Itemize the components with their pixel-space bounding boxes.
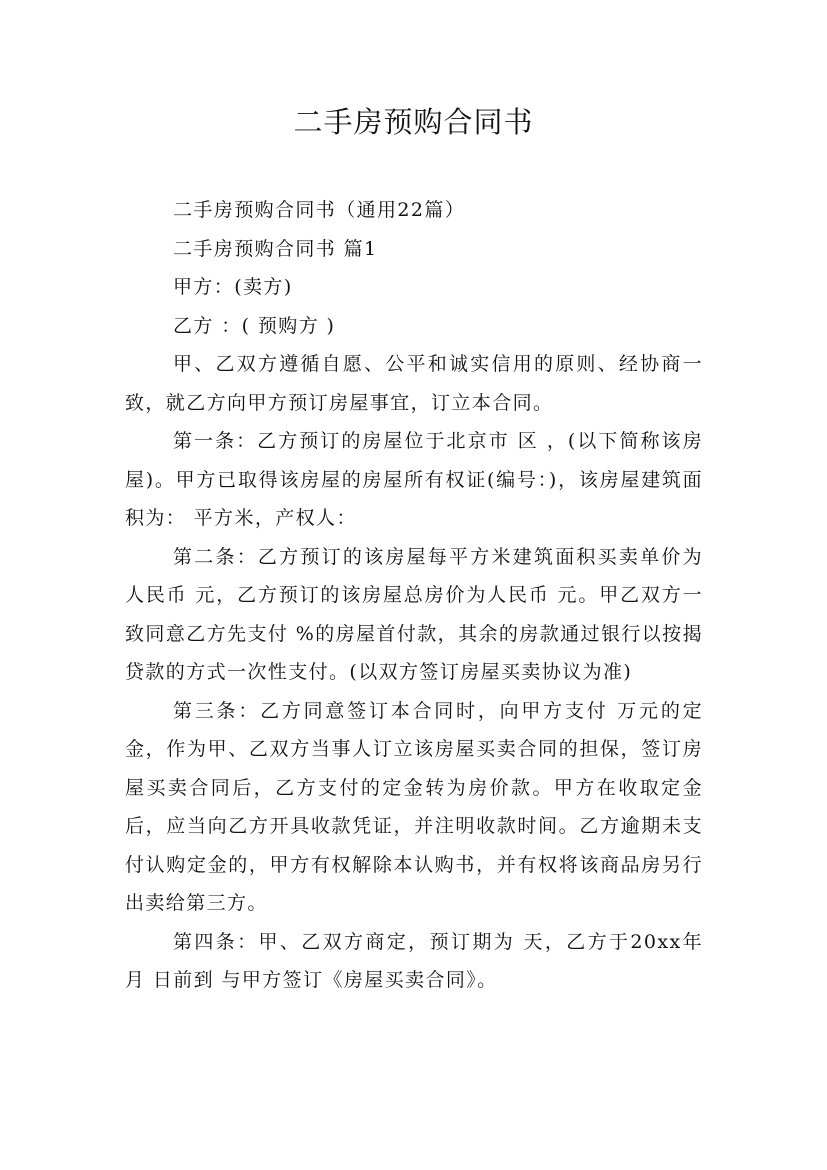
paragraph-article-4: 第四条：甲、乙双方商定，预订期为 天，乙方于20xx年 月 日前到 与甲方签订《房屋买卖合同》。	[125, 930, 703, 991]
paragraph-party-a: 甲方：(卖方)	[173, 276, 293, 298]
page-title: 二手房预购合同书	[293, 105, 534, 139]
paragraph-article-3: 第三条：乙方同意签订本合同时，向甲方支付 万元的定金，作为甲、乙双方当事人订立该房屋买卖合同的担保，签订房屋买卖合同后，乙方支付的定金转为房价款。甲方在收取定金后，应当向乙方开具收款凭证，并注明收款时间。乙方逾期未支付认购定金的，甲方有权解除本认购书，并有权将该商品房另行出卖给第三方。	[125, 699, 703, 914]
document-body	[125, 191, 703, 1000]
paragraph-preamble: 甲、乙双方遵循自愿、公平和诚实信用的原则、经协商一致，就乙方向甲方预订房屋事宜，订立本合同。	[125, 353, 703, 414]
paragraph-article-2: 第二条：乙方预订的该房屋每平方米建筑面积买卖单价为人民币 元，乙方预订的该房屋总房价为人民币 元。甲乙双方一致同意乙方先支付 %的房屋首付款，其余的房款通过银行以按揭贷款的方式一次性支付。(以双方签订房屋买卖协议为准)	[125, 545, 703, 683]
paragraph-party-b: 乙方 ：( 预购方 )	[173, 314, 336, 337]
paragraph-article-1: 第一条：乙方预订的房屋位于北京市 区 ，(以下简称该房屋)。甲方已取得该房屋的房屋所有权证(编号：)，该房屋建筑面积为： 平方米，产权人：	[125, 430, 703, 529]
paragraph-subtitle: 二手房预购合同书（通用22篇）	[173, 199, 466, 221]
paragraph-heading: 二手房预购合同书 篇1	[173, 237, 378, 260]
